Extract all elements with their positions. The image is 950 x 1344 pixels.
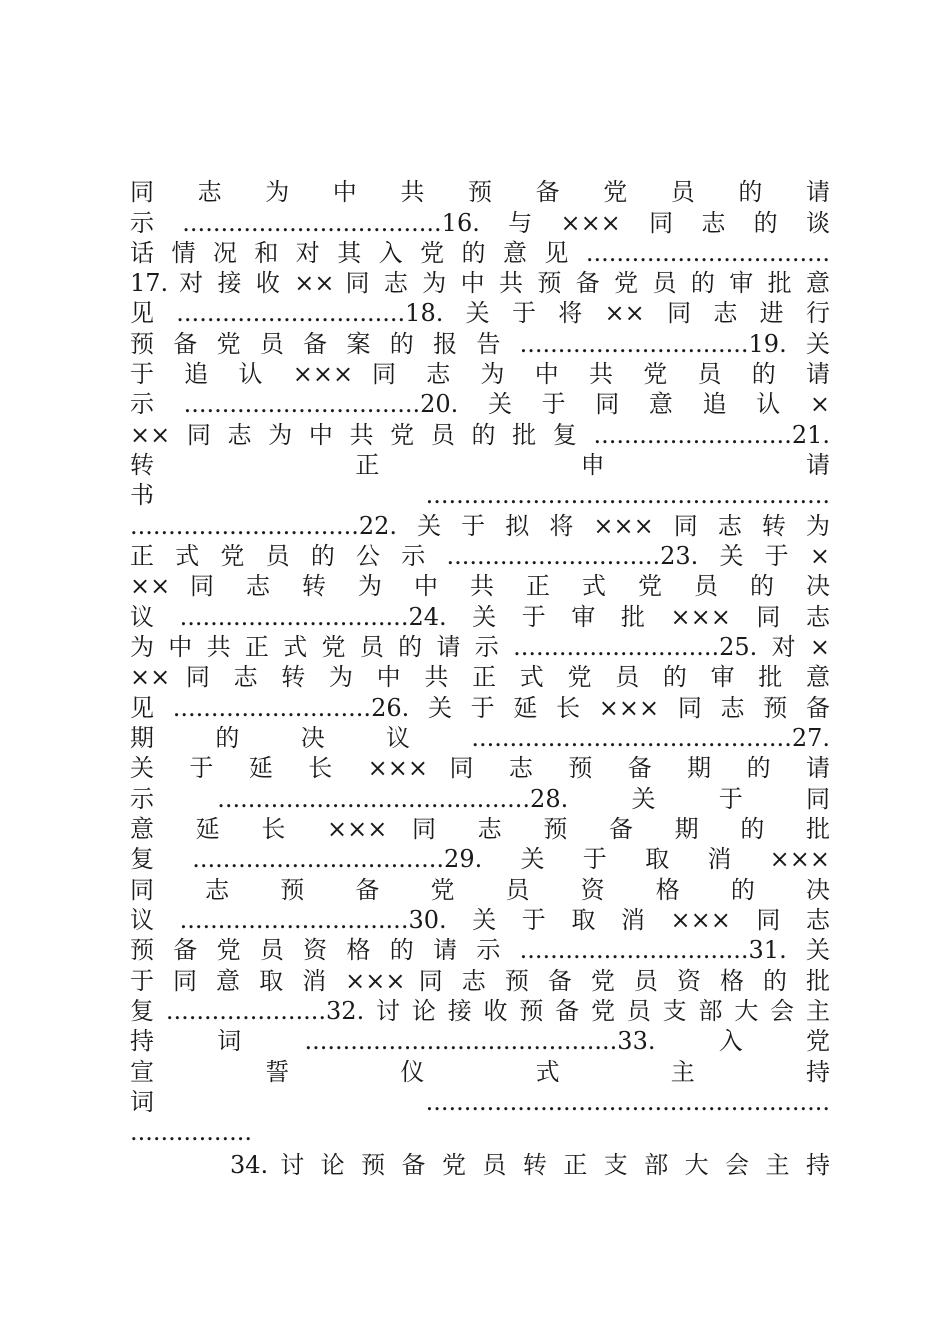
text-line: 复.................................29.关于取消××× <box>130 845 830 873</box>
text-line: 示..................................16.与×××同志的谈 <box>130 209 830 237</box>
text-line: 示.........................................28.关于同 <box>130 785 830 813</box>
text-line: 宣 誓 仪 式 主 持 <box>130 1058 830 1086</box>
text-line: 话情况和对其入党的意见................................ <box>130 239 830 267</box>
text-line: 复.....................32.讨论接收预备党员支部大会主 <box>130 997 830 1025</box>
text-line: 持词.........................................33.入党 <box>130 1027 830 1055</box>
text-line: 为中共正式党员的请示...........................25.对× <box>130 633 830 661</box>
text-line: 示...............................20.关于同意追认× <box>130 390 830 418</box>
text-line: 议..............................24.关于审批×××同志 <box>130 603 830 631</box>
text-line: 意 延 长 ××× 同 志 预 备 期 的 批 <box>130 815 830 843</box>
text-line: 见..............................18.关于将××同志进行 <box>130 299 830 327</box>
text-line: 预备党员资格的请示..............................31.关 <box>130 936 830 964</box>
text-line: 关 于 延 长 ××× 同 志 预 备 期 的 请 <box>130 754 830 782</box>
text-line: 34. 讨 论 预 备 党 员 转 正 支 部 大 会 主 持 <box>230 1151 830 1179</box>
text-line: 预备党员备案的报告..............................19.关 <box>130 330 830 358</box>
text-line: 于 同 意 取 消 ××× 同 志 预 备 党 员 资 格 的 批 <box>130 967 830 995</box>
text-line: 期的决议..........................................27. <box>130 724 830 752</box>
text-line: ××同志为中共党员的批复..........................21. <box>130 421 830 449</box>
text-line: 书..................................................... <box>130 481 830 509</box>
text-line: 同 志 预 备 党 员 资 格 的 决 <box>130 876 830 904</box>
text-line: ..............................22.关于拟将×××同志转为 <box>130 512 830 540</box>
text-line: 同 志 为 中 共 预 备 党 员 的 请 <box>130 178 830 206</box>
text-line: ×× 同 志 转 为 中 共 正 式 党 员 的 决 <box>130 572 830 600</box>
text-line: 转 正 申 请 <box>130 451 830 479</box>
text-line: 17. 对 接 收 ×× 同 志 为 中 共 预 备 党 员 的 审 批 意 <box>130 269 830 297</box>
text-line: ................ <box>130 1118 253 1146</box>
text-line: 正式党员的公示............................23.关于× <box>130 542 830 570</box>
text-line: 词..................................................... <box>130 1088 830 1116</box>
text-line: 于 追 认 ××× 同 志 为 中 共 党 员 的 请 <box>130 360 830 388</box>
text-line: 议..............................30.关于取消×××同志 <box>130 906 830 934</box>
text-line: ×× 同 志 转 为 中 共 正 式 党 员 的 审 批 意 <box>130 663 830 691</box>
text-line: 见..........................26.关于延长×××同志预备 <box>130 694 830 722</box>
